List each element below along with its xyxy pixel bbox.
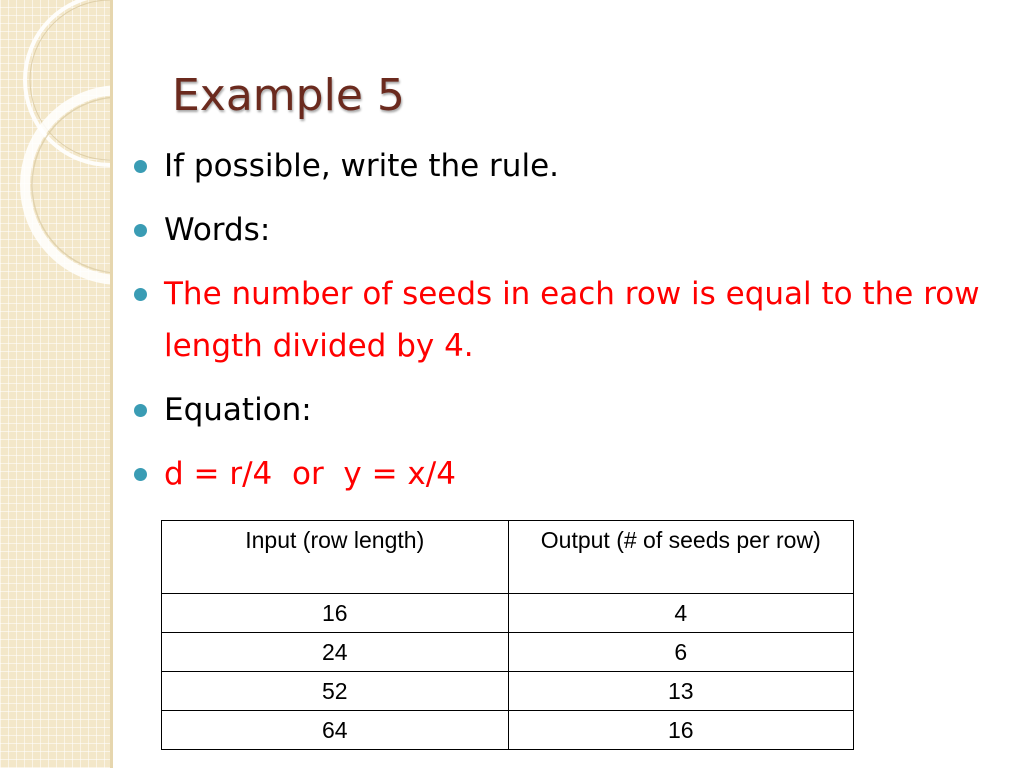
table-cell-output: 4 [508, 594, 854, 633]
table-row [162, 672, 854, 711]
bullet-list [134, 140, 1004, 512]
bullet-item [134, 140, 1004, 192]
table-cell-input: 64 [162, 711, 509, 750]
bullet-text: d = r/4 or y = x/4 [164, 456, 456, 492]
table-cell-input: 24 [162, 633, 509, 672]
table-row [162, 633, 854, 672]
bullet-icon [134, 224, 147, 237]
table-cell-output: 6 [508, 633, 854, 672]
bullet-icon [134, 288, 147, 301]
table-header-row [162, 521, 854, 594]
bullet-icon [134, 468, 147, 481]
slide-title: Example 5 [172, 70, 405, 121]
bullet-item [134, 204, 1004, 256]
table-cell-output: 16 [508, 711, 854, 750]
bullet-text: If possible, write the rule. [164, 148, 559, 184]
table-header-input: Input (row length) [162, 521, 509, 594]
bullet-icon [134, 404, 147, 417]
bullet-text: Equation: [164, 392, 312, 428]
table-cell-output: 13 [508, 672, 854, 711]
bullet-text: The number of seeds in each row is equal to the row length divided by 4. [164, 276, 980, 364]
bullet-text: Words: [164, 212, 271, 248]
input-output-table [161, 520, 854, 750]
table-cell-input: 52 [162, 672, 509, 711]
side-panel-edge [110, 0, 113, 768]
table-header-output: Output (# of seeds per row) [508, 521, 854, 594]
table-row [162, 594, 854, 633]
bullet-item [134, 448, 1004, 500]
bullet-item [134, 268, 1004, 372]
bullet-icon [134, 160, 147, 173]
decorative-circles [0, 0, 113, 768]
bullet-item [134, 384, 1004, 436]
decorative-side-panel [0, 0, 113, 768]
table-cell-input: 16 [162, 594, 509, 633]
table-row [162, 711, 854, 750]
